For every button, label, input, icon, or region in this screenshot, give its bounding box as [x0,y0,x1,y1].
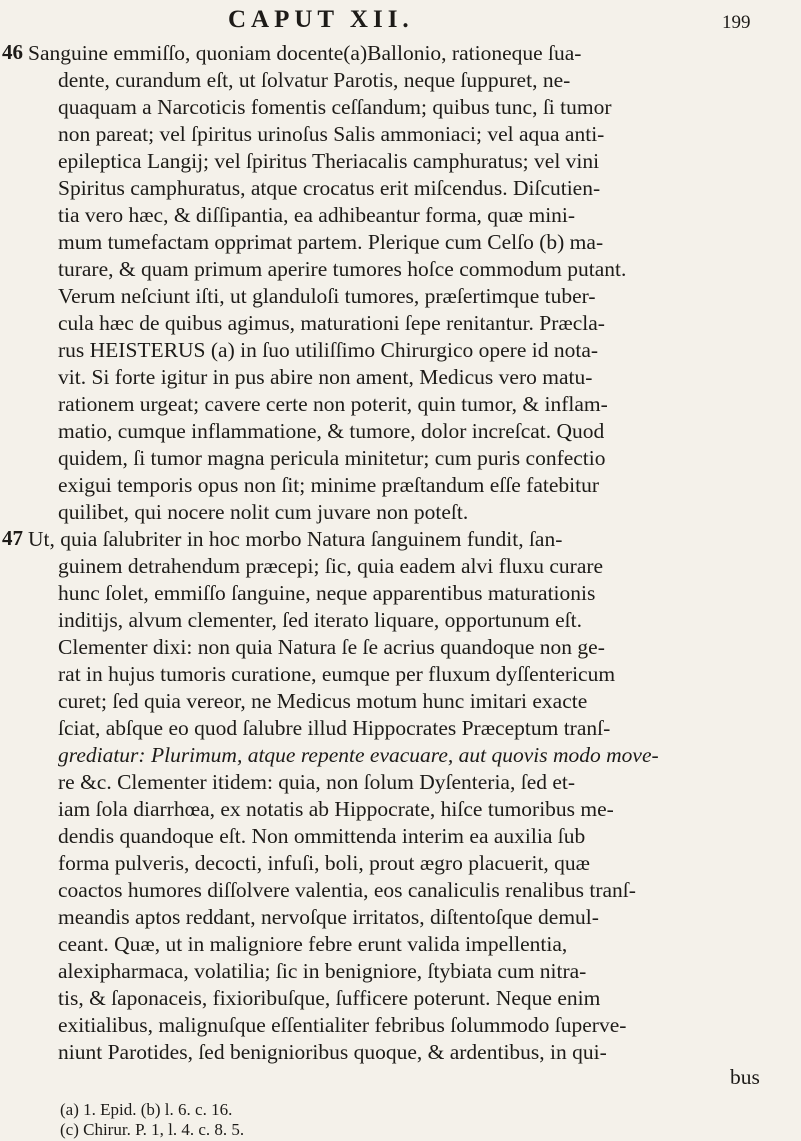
page-number: 199 [722,12,751,33]
text-line: curet; ſed quia vereor, ne Medicus motum hunc imitari exacte [58,689,588,713]
text-line: re &c. Clementer itidem: quia, non ſolum Dyſenteria, ſed et- [58,770,576,794]
paragraph-number: 46 [2,40,23,64]
text-line: Clementer dixi: non quia Natura ſe ſe acrius quandoque non ge- [58,635,605,659]
text-line: cula hæc de quibus agimus, maturationi ſepe renitantur. Præcla- [58,311,605,335]
text-line: Ut, quia ſalubriter in hoc morbo Natura ſanguinem fundit, ſan- [28,527,563,551]
text-line: hunc ſolet, emmiſſo ſanguine, neque apparentibus maturationis [58,581,596,605]
text-line: matio, cumque inflammatione, & tumore, dolor increſcat. Quod [58,419,605,443]
text-line: rationem urgeat; cavere certe non poterit, quin tumor, & inflam- [58,392,608,416]
text-line: forma pulveris, decocti, infuſi, boli, prout ægro placuerit, quæ [58,851,591,875]
text-line: turare, & quam primum aperire tumores hoſce commodum putant. [58,257,627,281]
text-line: rat in hujus tumoris curatione, eumque per fluxum dyſſentericum [58,662,616,686]
text-line: tia vero hæc, & diſſipantia, ea adhibeantur forma, quæ mini- [58,203,576,227]
text-line: non pareat; vel ſpiritus urinoſus Salis ammoniaci; vel aqua anti- [58,122,605,146]
catchword: bus [730,1065,760,1089]
text-line: tis, & ſaponaceis, fixioribuſque, ſufficere poterunt. Neque enim [58,986,601,1010]
text-line: coactos humores diſſolvere valentia, eos canaliculis renalibus tranſ- [58,878,636,902]
text-line: Spiritus camphuratus, atque crocatus erit miſcendus. Diſcutien- [58,176,601,200]
text-line: quaquam a Narcoticis fomentis ceſſandum; quibus tunc, ſi tumor [58,95,612,119]
text-line: grediatur: Plurimum, atque repente evacuare, aut quovis modo move- [58,743,659,767]
text-line: niunt Parotides, ſed benignioribus quoque, & ardentibus, in qui- [58,1040,607,1064]
text-line: exigui temporis opus non ſit; minime præſtandum eſſe fatebitur [58,473,599,497]
text-line: dente, curandum eſt, ut ſolvatur Parotis, neque ſuppuret, ne- [58,68,571,92]
text-line: alexipharmaca, volatilia; ſic in benigniore, ſtybiata cum nitra- [58,959,587,983]
text-line: Sanguine emmiſſo, quoniam docente(a)Ballonio, rationeque ſua- [28,41,582,65]
text-line: vit. Si forte igitur in pus abire non ament, Medicus vero matu- [58,365,593,389]
text-line: epileptica Langij; vel ſpiritus Theriacalis camphuratus; vel vini [58,149,600,173]
text-line: guinem detrahendum præcepi; ſic, quia eadem alvi fluxu curare [58,554,604,578]
footnote: (c) Chirur. P. 1, l. 4. c. 8. 5. [60,1120,245,1139]
text-line: exitialibus, malignuſque eſſentialiter febribus ſolummodo ſuperve- [58,1013,627,1037]
running-head: CAPUT XII. [228,6,414,33]
text-line: inditijs, alvum clementer, ſed iterato liquare, opportunum eſt. [58,608,582,632]
text-line: Verum neſciunt iſti, ut glanduloſi tumores, præſertimque tuber- [58,284,596,308]
text-line: ſciat, abſque eo quod ſalubre illud Hippocrates Præceptum tranſ- [58,716,611,740]
text-line: quidem, ſi tumor magna pericula minitetur; cum puris confectio [58,446,606,470]
text-line: dendis quandoque eſt. Non ommittenda interim ea auxilia ſub [58,824,586,848]
paragraph-number: 47 [2,526,23,550]
text-line: meandis aptos reddant, nervoſque irritatos, diſtentoſque demul- [58,905,599,929]
text-line: quilibet, qui nocere nolit cum juvare non poteſt. [58,500,469,524]
page-header [0,6,801,38]
text-line: rus HEISTERUS (a) in ſuo utiliſſimo Chirurgico opere id nota- [58,338,599,362]
text-line: mum tumefactam opprimat partem. Plerique cum Celſo (b) ma- [58,230,604,254]
text-line: ceant. Quæ, ut in maligniore febre erunt valida impellentia, [58,932,568,956]
footnote: (a) 1. Epid. (b) l. 6. c. 16. [60,1100,233,1119]
text-line: iam ſola diarrhœa, ex notatis ab Hippocrate, hiſce tumoribus me- [58,797,614,821]
